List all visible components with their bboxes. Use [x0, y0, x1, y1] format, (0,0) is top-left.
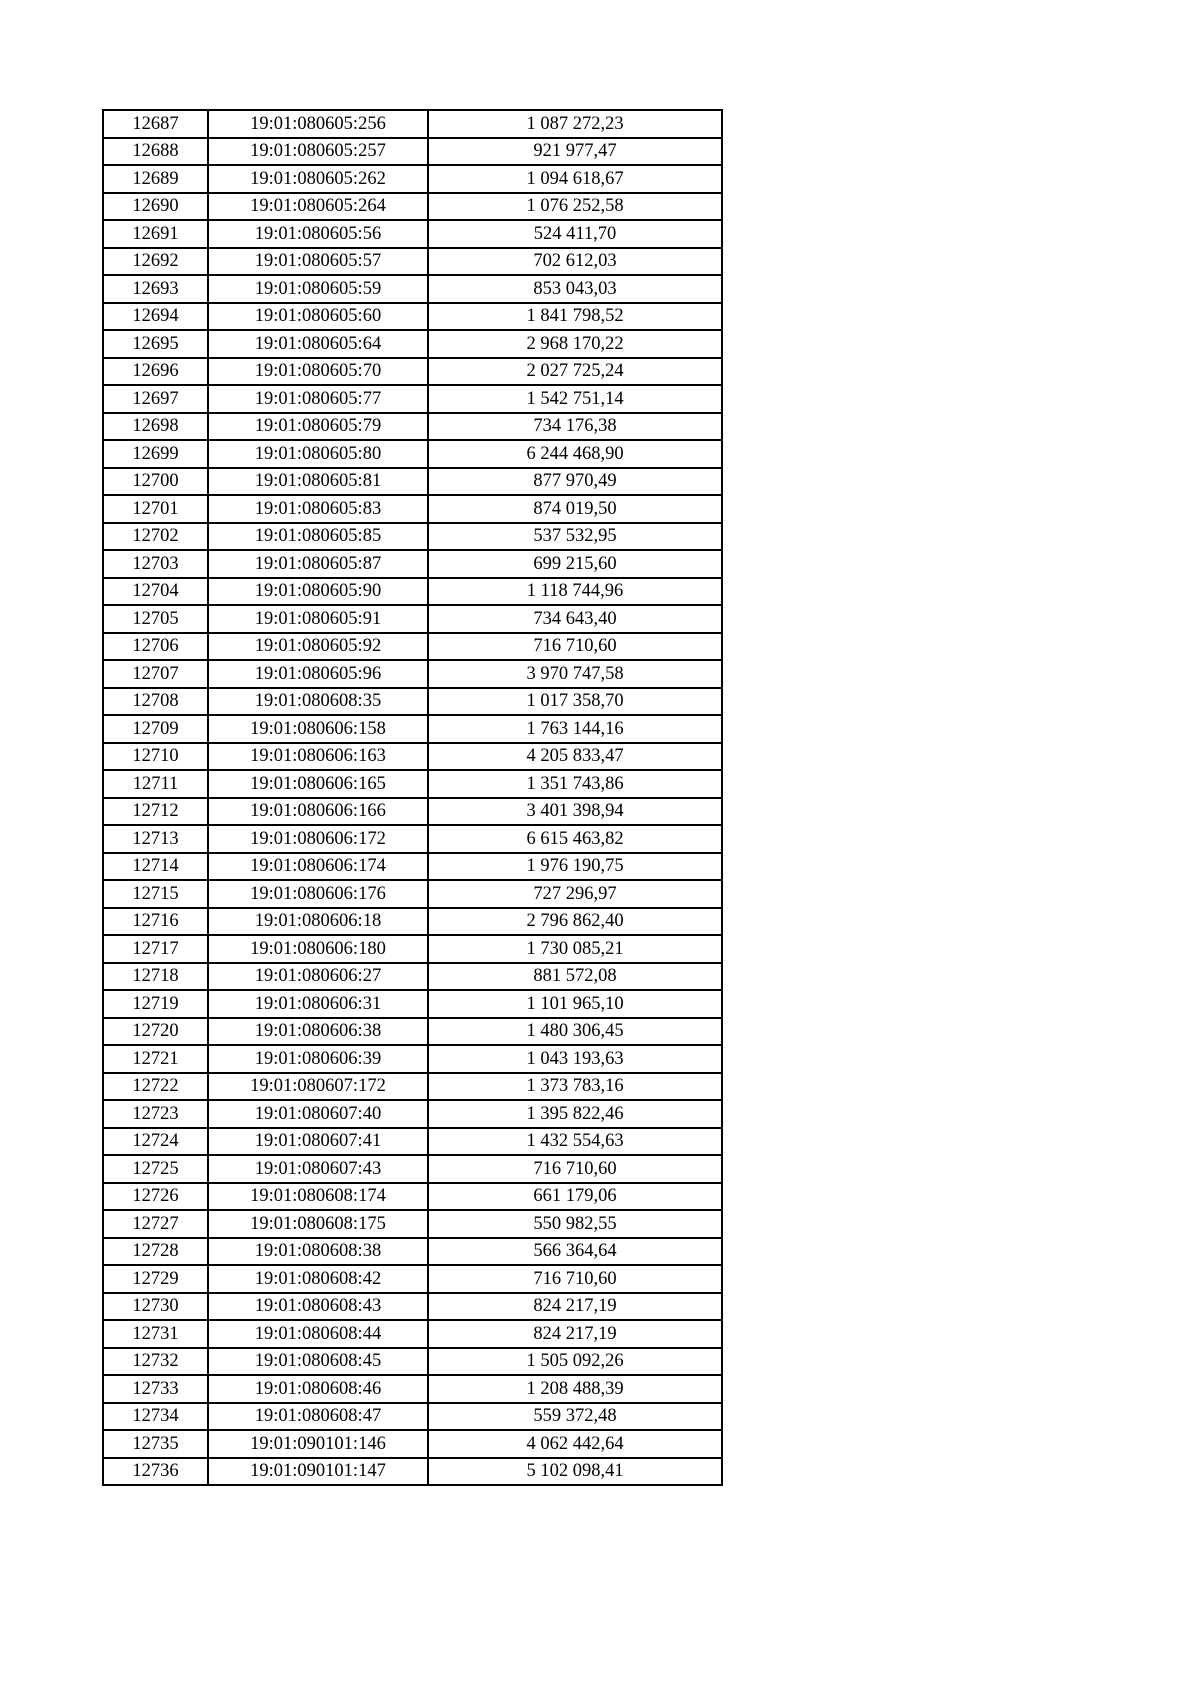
cadastral-number-cell: 19:01:080606:165: [208, 770, 428, 798]
row-number-cell: 12723: [103, 1100, 208, 1128]
cadastral-number-cell: 19:01:080608:174: [208, 1183, 428, 1211]
row-number-cell: 12728: [103, 1238, 208, 1266]
row-number-cell: 12724: [103, 1128, 208, 1156]
table-row: [103, 1265, 722, 1293]
cadastral-value-cell: 1 730 085,21: [428, 935, 722, 963]
cadastral-number-cell: 19:01:080605:96: [208, 660, 428, 688]
row-number-cell: 12693: [103, 275, 208, 303]
table-row: [103, 715, 722, 743]
row-number-cell: 12710: [103, 743, 208, 771]
cadastral-value-cell: 1 480 306,45: [428, 1018, 722, 1046]
cadastral-number-cell: 19:01:080606:180: [208, 935, 428, 963]
cadastral-value-cell: 524 411,70: [428, 220, 722, 248]
table-row: [103, 523, 722, 551]
cadastral-number-cell: 19:01:080605:64: [208, 330, 428, 358]
cadastral-value-cell: 921 977,47: [428, 138, 722, 166]
row-number-cell: 12690: [103, 193, 208, 221]
cadastral-value-cell: 1 101 965,10: [428, 990, 722, 1018]
row-number-cell: 12718: [103, 963, 208, 991]
row-number-cell: 12736: [103, 1458, 208, 1486]
row-number-cell: 12687: [103, 110, 208, 138]
row-number-cell: 12706: [103, 633, 208, 661]
table-row: [103, 1403, 722, 1431]
cadastral-value-cell: 566 364,64: [428, 1238, 722, 1266]
row-number-cell: 12709: [103, 715, 208, 743]
cadastral-value-cell: 1 976 190,75: [428, 853, 722, 881]
row-number-cell: 12734: [103, 1403, 208, 1431]
cadastral-value-cell: 6 244 468,90: [428, 440, 722, 468]
table-row: [103, 935, 722, 963]
cadastral-value-cell: 4 062 442,64: [428, 1430, 722, 1458]
table-row: [103, 1430, 722, 1458]
cadastral-value-cell: 716 710,60: [428, 1155, 722, 1183]
table-row: [103, 1238, 722, 1266]
cadastral-number-cell: 19:01:080605:262: [208, 165, 428, 193]
table-row: [103, 743, 722, 771]
table-row: [103, 165, 722, 193]
table-row: [103, 578, 722, 606]
row-number-cell: 12716: [103, 908, 208, 936]
cadastral-number-cell: 19:01:080605:85: [208, 523, 428, 551]
cadastral-number-cell: 19:01:080605:60: [208, 303, 428, 331]
cadastral-value-cell: 4 205 833,47: [428, 743, 722, 771]
row-number-cell: 12731: [103, 1320, 208, 1348]
cadastral-value-cell: 824 217,19: [428, 1320, 722, 1348]
cadastral-number-cell: 19:01:080605:56: [208, 220, 428, 248]
cadastral-number-cell: 19:01:080605:79: [208, 413, 428, 441]
cadastral-value-cell: 1 373 783,16: [428, 1073, 722, 1101]
table-row: [103, 605, 722, 633]
row-number-cell: 12726: [103, 1183, 208, 1211]
cadastral-number-cell: 19:01:090101:147: [208, 1458, 428, 1486]
table-row: [103, 385, 722, 413]
cadastral-number-cell: 19:01:080605:57: [208, 248, 428, 276]
cadastral-number-cell: 19:01:080607:172: [208, 1073, 428, 1101]
table-row: [103, 358, 722, 386]
cadastral-number-cell: 19:01:080607:41: [208, 1128, 428, 1156]
cadastral-value-cell: 877 970,49: [428, 468, 722, 496]
cadastral-number-cell: 19:01:090101:146: [208, 1430, 428, 1458]
cadastral-number-cell: 19:01:080605:92: [208, 633, 428, 661]
cadastral-value-cell: 661 179,06: [428, 1183, 722, 1211]
row-number-cell: 12725: [103, 1155, 208, 1183]
cadastral-value-cell: 559 372,48: [428, 1403, 722, 1431]
cadastral-number-cell: 19:01:080606:176: [208, 880, 428, 908]
cadastral-number-cell: 19:01:080608:175: [208, 1210, 428, 1238]
row-number-cell: 12694: [103, 303, 208, 331]
cadastral-number-cell: 19:01:080606:18: [208, 908, 428, 936]
row-number-cell: 12729: [103, 1265, 208, 1293]
cadastral-number-cell: 19:01:080608:46: [208, 1375, 428, 1403]
table-row: [103, 1183, 722, 1211]
cadastral-value-cell: 1 505 092,26: [428, 1348, 722, 1376]
row-number-cell: 12733: [103, 1375, 208, 1403]
table-row: [103, 1155, 722, 1183]
row-number-cell: 12713: [103, 825, 208, 853]
cadastral-number-cell: 19:01:080606:38: [208, 1018, 428, 1046]
row-number-cell: 12711: [103, 770, 208, 798]
cadastral-value-cell: 853 043,03: [428, 275, 722, 303]
cadastral-value-cell: 1 043 193,63: [428, 1045, 722, 1073]
cadastral-number-cell: 19:01:080605:90: [208, 578, 428, 606]
table-row: [103, 1375, 722, 1403]
cadastral-value-cell: 2 027 725,24: [428, 358, 722, 386]
cadastral-value-cell: 6 615 463,82: [428, 825, 722, 853]
row-number-cell: 12700: [103, 468, 208, 496]
row-number-cell: 12697: [103, 385, 208, 413]
cadastral-number-cell: 19:01:080608:42: [208, 1265, 428, 1293]
cadastral-number-cell: 19:01:080606:39: [208, 1045, 428, 1073]
cadastral-number-cell: 19:01:080606:163: [208, 743, 428, 771]
row-number-cell: 12696: [103, 358, 208, 386]
table-row: [103, 990, 722, 1018]
table-row: [103, 1458, 722, 1486]
cadastral-number-cell: 19:01:080605:59: [208, 275, 428, 303]
cadastral-value-cell: 537 532,95: [428, 523, 722, 551]
cadastral-number-cell: 19:01:080605:81: [208, 468, 428, 496]
table-row: [103, 303, 722, 331]
row-number-cell: 12704: [103, 578, 208, 606]
row-number-cell: 12702: [103, 523, 208, 551]
row-number-cell: 12691: [103, 220, 208, 248]
cadastral-value-cell: 702 612,03: [428, 248, 722, 276]
cadastral-number-cell: 19:01:080606:166: [208, 798, 428, 826]
table-row: [103, 1045, 722, 1073]
cadastral-number-cell: 19:01:080605:83: [208, 495, 428, 523]
cadastral-value-cell: 699 215,60: [428, 550, 722, 578]
table-row: [103, 1128, 722, 1156]
table-row: [103, 825, 722, 853]
cadastral-value-cell: 1 087 272,23: [428, 110, 722, 138]
row-number-cell: 12719: [103, 990, 208, 1018]
cadastral-number-cell: 19:01:080606:31: [208, 990, 428, 1018]
cadastral-value-cell: 1 763 144,16: [428, 715, 722, 743]
row-number-cell: 12717: [103, 935, 208, 963]
table-row: [103, 1293, 722, 1321]
cadastral-value-cell: 1 351 743,86: [428, 770, 722, 798]
row-number-cell: 12735: [103, 1430, 208, 1458]
row-number-cell: 12701: [103, 495, 208, 523]
cadastral-value-cell: 1 094 618,67: [428, 165, 722, 193]
cadastral-number-cell: 19:01:080607:43: [208, 1155, 428, 1183]
cadastral-number-cell: 19:01:080606:172: [208, 825, 428, 853]
cadastral-value-cell: 716 710,60: [428, 633, 722, 661]
table-row: [103, 440, 722, 468]
table-row: [103, 550, 722, 578]
table-row: [103, 110, 722, 138]
table-row: [103, 138, 722, 166]
row-number-cell: 12692: [103, 248, 208, 276]
row-number-cell: 12732: [103, 1348, 208, 1376]
cadastral-value-cell: 2 968 170,22: [428, 330, 722, 358]
cadastral-value-cell: 5 102 098,41: [428, 1458, 722, 1486]
cadastral-value-cell: 874 019,50: [428, 495, 722, 523]
table-row: [103, 193, 722, 221]
cadastral-value-cell: 716 710,60: [428, 1265, 722, 1293]
cadastral-number-cell: 19:01:080606:174: [208, 853, 428, 881]
table-row: [103, 275, 722, 303]
cadastral-number-cell: 19:01:080607:40: [208, 1100, 428, 1128]
cadastral-value-cell: 2 796 862,40: [428, 908, 722, 936]
row-number-cell: 12703: [103, 550, 208, 578]
row-number-cell: 12699: [103, 440, 208, 468]
row-number-cell: 12708: [103, 688, 208, 716]
cadastral-value-cell: 1 432 554,63: [428, 1128, 722, 1156]
row-number-cell: 12720: [103, 1018, 208, 1046]
row-number-cell: 12705: [103, 605, 208, 633]
cadastral-value-cell: 1 542 751,14: [428, 385, 722, 413]
row-number-cell: 12721: [103, 1045, 208, 1073]
cadastral-value-cell: 1 017 358,70: [428, 688, 722, 716]
cadastral-number-cell: 19:01:080606:158: [208, 715, 428, 743]
cadastral-number-cell: 19:01:080605:77: [208, 385, 428, 413]
row-number-cell: 12695: [103, 330, 208, 358]
table-row: [103, 248, 722, 276]
cadastral-number-cell: 19:01:080608:45: [208, 1348, 428, 1376]
table-row: [103, 963, 722, 991]
table-row: [103, 413, 722, 441]
cadastral-value-cell: 881 572,08: [428, 963, 722, 991]
row-number-cell: 12698: [103, 413, 208, 441]
cadastral-number-cell: 19:01:080608:43: [208, 1293, 428, 1321]
cadastral-number-cell: 19:01:080605:256: [208, 110, 428, 138]
cadastral-number-cell: 19:01:080605:257: [208, 138, 428, 166]
row-number-cell: 12715: [103, 880, 208, 908]
cadastral-number-cell: 19:01:080605:87: [208, 550, 428, 578]
cadastral-value-cell: 1 395 822,46: [428, 1100, 722, 1128]
cadastral-number-cell: 19:01:080608:35: [208, 688, 428, 716]
cadastral-value-cell: 550 982,55: [428, 1210, 722, 1238]
cadastral-value-cell: 1 208 488,39: [428, 1375, 722, 1403]
cadastral-value-cell: 727 296,97: [428, 880, 722, 908]
cadastral-number-cell: 19:01:080608:38: [208, 1238, 428, 1266]
cadastral-number-cell: 19:01:080606:27: [208, 963, 428, 991]
table-row: [103, 1210, 722, 1238]
table-body: [103, 110, 722, 1485]
row-number-cell: 12707: [103, 660, 208, 688]
cadastral-value-cell: 3 401 398,94: [428, 798, 722, 826]
table-row: [103, 1320, 722, 1348]
cadastral-number-cell: 19:01:080608:44: [208, 1320, 428, 1348]
table-row: [103, 908, 722, 936]
cadastral-value-cell: 734 643,40: [428, 605, 722, 633]
table-row: [103, 633, 722, 661]
cadastral-number-cell: 19:01:080605:264: [208, 193, 428, 221]
cadastral-value-table: [102, 109, 723, 1486]
cadastral-value-cell: 1 118 744,96: [428, 578, 722, 606]
row-number-cell: 12722: [103, 1073, 208, 1101]
cadastral-number-cell: 19:01:080608:47: [208, 1403, 428, 1431]
row-number-cell: 12727: [103, 1210, 208, 1238]
table-row: [103, 220, 722, 248]
cadastral-value-cell: 1 076 252,58: [428, 193, 722, 221]
table-row: [103, 468, 722, 496]
table-row: [103, 660, 722, 688]
table-row: [103, 495, 722, 523]
cadastral-number-cell: 19:01:080605:91: [208, 605, 428, 633]
table-row: [103, 1348, 722, 1376]
row-number-cell: 12688: [103, 138, 208, 166]
table-row: [103, 1100, 722, 1128]
row-number-cell: 12689: [103, 165, 208, 193]
table-row: [103, 853, 722, 881]
row-number-cell: 12714: [103, 853, 208, 881]
table-row: [103, 1018, 722, 1046]
table-row: [103, 330, 722, 358]
table-row: [103, 688, 722, 716]
table-row: [103, 770, 722, 798]
cadastral-value-cell: 1 841 798,52: [428, 303, 722, 331]
table-row: [103, 798, 722, 826]
cadastral-number-cell: 19:01:080605:70: [208, 358, 428, 386]
table-row: [103, 1073, 722, 1101]
cadastral-value-cell: 734 176,38: [428, 413, 722, 441]
cadastral-number-cell: 19:01:080605:80: [208, 440, 428, 468]
row-number-cell: 12730: [103, 1293, 208, 1321]
table-row: [103, 880, 722, 908]
cadastral-value-cell: 824 217,19: [428, 1293, 722, 1321]
cadastral-value-cell: 3 970 747,58: [428, 660, 722, 688]
row-number-cell: 12712: [103, 798, 208, 826]
